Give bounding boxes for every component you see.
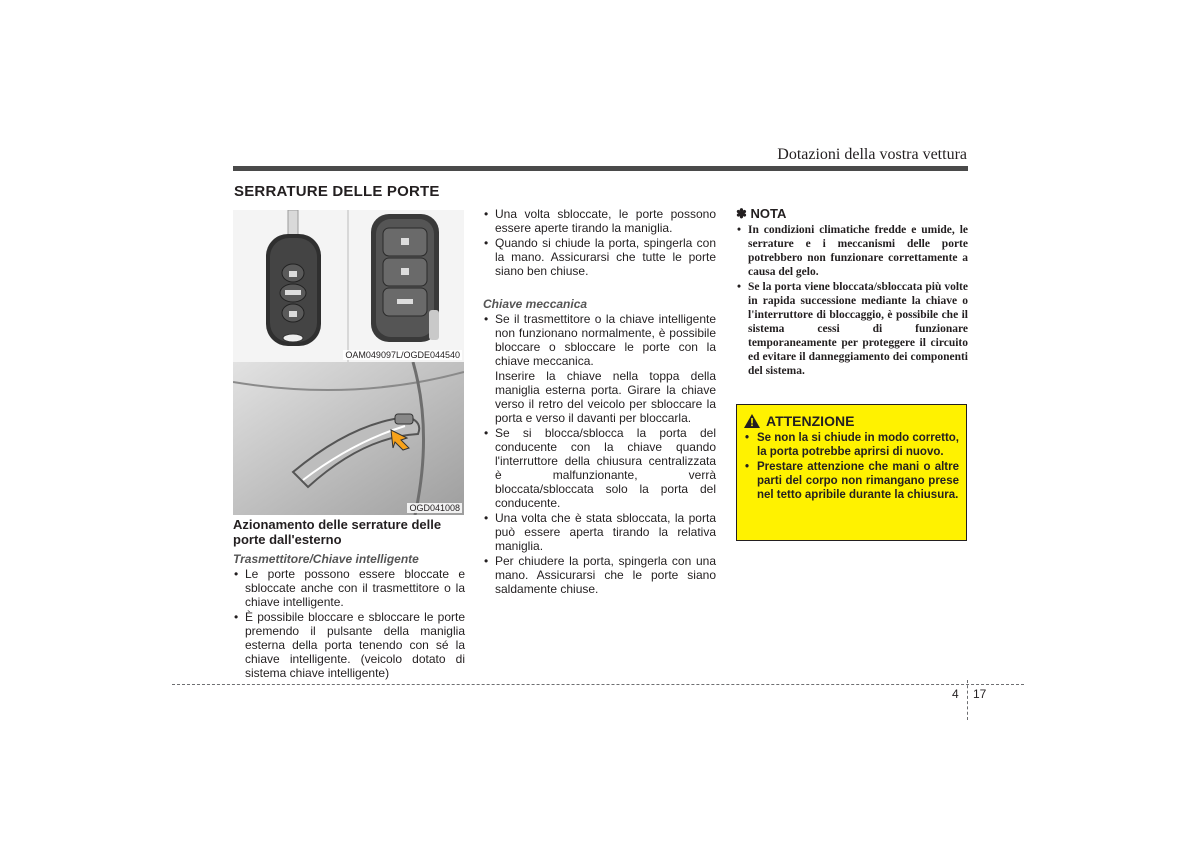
key-fobs-illustration <box>233 210 464 362</box>
page-number: 17 <box>973 687 987 701</box>
list-item: • È possibile bloccare e sbloccare le porte premendo il pulsante della maniglia esterna della porta tenendo con sé la chiave intelligente. (veicolo dotato di sistema chiave intelligente) <box>233 610 465 680</box>
warning-title: ATTENZIONE <box>766 413 855 429</box>
warning-heading <box>744 413 959 429</box>
list-item: • Quando si chiude la porta, spingerla con la mano. Assicurarsi che tutte le porte siano ben chiuse. <box>483 236 716 278</box>
list-item: • Una volta che è stata sbloccata, la porta può essere aperta tirando la relativa maniglia. <box>483 511 716 553</box>
bottom-photo-caption: OGD041008 <box>409 503 460 513</box>
column-2 <box>483 207 716 597</box>
footer-rule <box>172 684 1024 685</box>
list-item: • Le porte possono essere bloccate e sbloccate anche con il trasmettitore o la chiave intelligente. <box>233 567 465 609</box>
running-header: Dotazioni della vostra vettura <box>777 146 967 163</box>
chapter-number: 4 <box>952 687 959 701</box>
list-item: • Se non la si chiude in modo corretto, la porta potrebbe aprirsi di nuovo. <box>744 431 959 459</box>
note-block <box>736 207 968 379</box>
subsection-heading: Azionamento delle serrature delle porte dall'esterno <box>233 517 442 547</box>
list-item: • In condizioni climatiche fredde e umide, le serrature e i meccanismi delle porte potrebbero non funzionare correttamente a causa del gelo. <box>736 223 968 279</box>
column-1 <box>233 517 465 681</box>
warning-triangle-icon <box>744 414 760 428</box>
mechanical-key-heading: Chiave meccanica <box>483 297 588 311</box>
top-photo-caption: OAM049097L/OGDE044540 <box>345 350 460 360</box>
subsection-subheading: Trasmettitore/Chiave intelligente <box>233 552 419 566</box>
door-handle-illustration <box>233 362 464 515</box>
key-fob-photo <box>233 210 464 362</box>
list-item: • Se la porta viene bloccata/sbloccata più volte in rapida successione mediante la chiave o l'interruttore di bloccaggio, è possibile che il sistema cessi di funzionare temporaneamente per proteggere il circuito ed evitare il danneggiamento dei componenti del sistema. <box>736 280 968 378</box>
list-item: • Una volta sbloccate, le porte possono essere aperte tirando la maniglia. <box>483 207 716 235</box>
section-title: SERRATURE DELLE PORTE <box>234 183 440 200</box>
warning-box <box>736 404 967 541</box>
header-rule <box>233 166 968 171</box>
door-handle-photo <box>233 362 464 515</box>
list-item: • Per chiudere la porta, spingerla con una mano. Assicurarsi che le porte siano saldamente chiuse. <box>483 554 716 596</box>
footer-divider <box>967 680 968 720</box>
list-item-continuation: Inserire la chiave nella toppa della maniglia esterna porta. Girare la chiave verso il retro del veicolo per sbloccare la porta e verso il davanti per bloccarla. <box>495 369 716 425</box>
list-item: • Se il trasmettitore o la chiave intelligente non funzionano normalmente, è possibile bloccare o sbloccare le porte con la chiave meccanica. <box>483 312 716 368</box>
list-item: • Se si blocca/sblocca la porta del conducente con la chiave quando l'interruttore della chiusura centralizzata è malfunzionante, verrà bloccata/sbloccata solo la porta del conducente. <box>483 426 716 510</box>
list-item: • Prestare attenzione che mani o altre parti del corpo non rimangano prese nel tetto apribile durante la chiusura. <box>744 460 959 502</box>
note-title: ✽ NOTA <box>736 206 787 221</box>
